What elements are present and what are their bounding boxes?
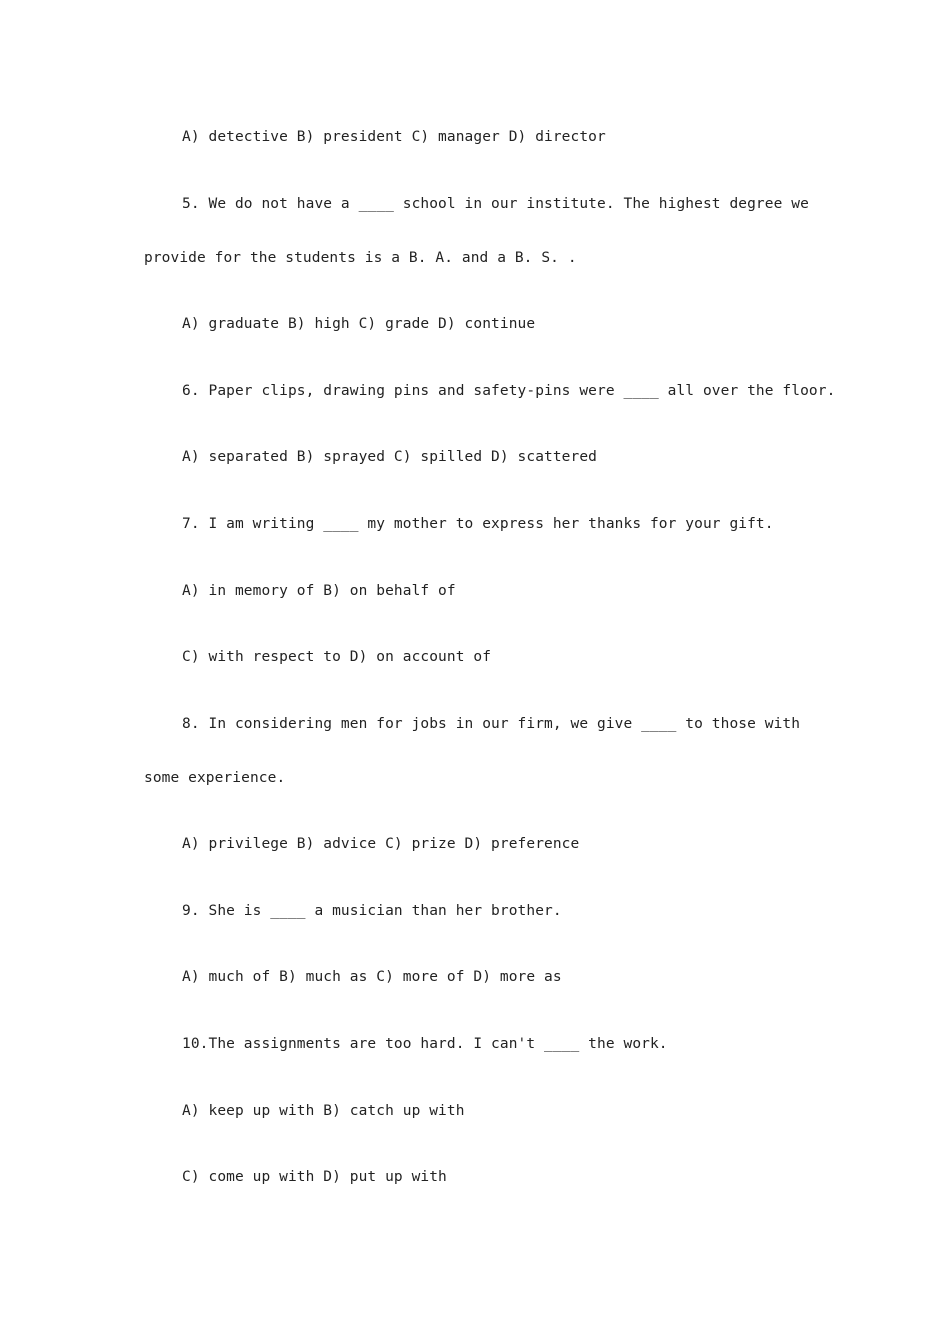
q10-options-cd: C) come up with D) put up with [182, 1169, 447, 1185]
q7-options-cd: C) with respect to D) on account of [182, 649, 492, 665]
q6-stem: 6. Paper clips, drawing pins and safety-pins were ____ all over the floor. [182, 383, 836, 399]
q5-stem: 5. We do not have a ____ school in our institute. The highest degree we [182, 196, 809, 212]
q7-stem: 7. I am writing ____ my mother to express her thanks for your gift. [182, 516, 774, 532]
q10-options-ab: A) keep up with B) catch up with [182, 1103, 465, 1119]
q4-options: A) detective B) president C) manager D) director [182, 129, 606, 145]
q7-options-ab: A) in memory of B) on behalf of [182, 583, 456, 599]
q9-options: A) much of B) much as C) more of D) more as [182, 969, 562, 985]
q9-stem: 9. She is ____ a musician than her brother. [182, 903, 562, 919]
q8-stem: 8. In considering men for jobs in our firm, we give ____ to those with [182, 716, 801, 732]
q8-stem-continued: some experience. [144, 770, 286, 786]
q8-options: A) privilege B) advice C) prize D) preference [182, 836, 580, 852]
q5-stem-continued: provide for the students is a B. A. and a B. S. . [144, 250, 577, 266]
q5-options: A) graduate B) high C) grade D) continue [182, 316, 536, 332]
q6-options: A) separated B) sprayed C) spilled D) scattered [182, 449, 597, 465]
q10-stem: 10.The assignments are too hard. I can't ____ the work. [182, 1036, 668, 1052]
